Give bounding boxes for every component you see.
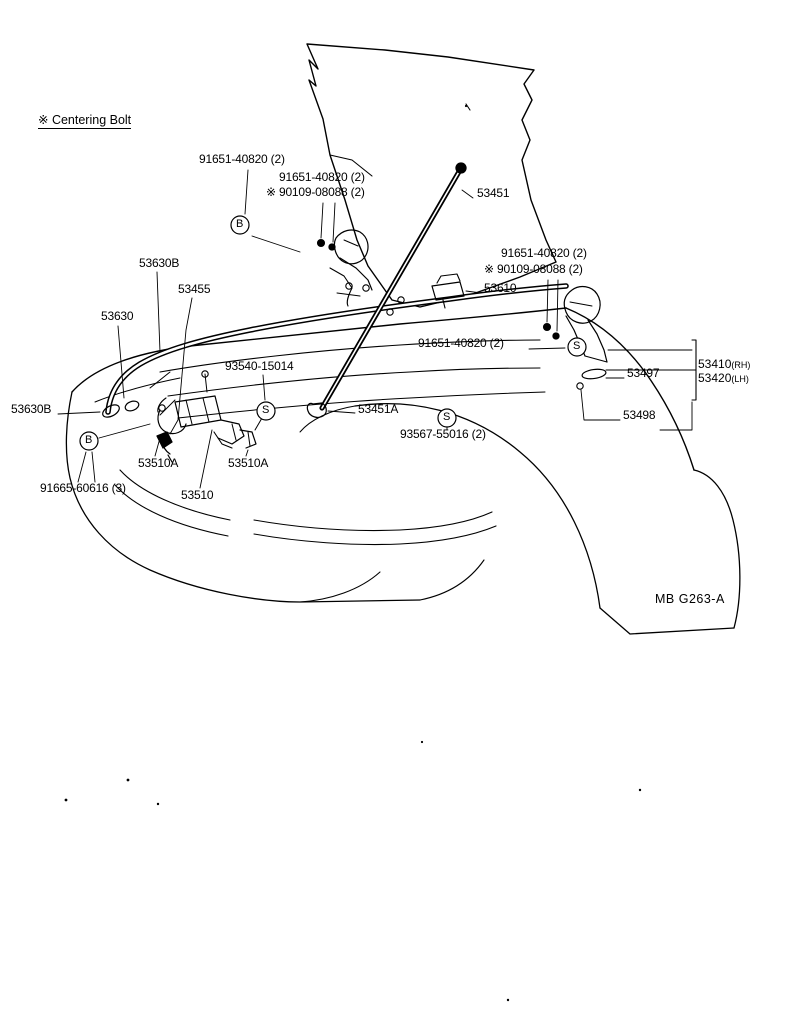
part-label-53510: 53510: [181, 488, 214, 502]
part-label-91651-40820-right: 91651-40820 (2): [501, 246, 587, 260]
part-label-91665-60616: 91665-60616 (3): [40, 481, 126, 495]
part-number-53410: 53410: [698, 357, 732, 371]
part-label-93540-15014: 93540-15014: [225, 359, 294, 373]
part-label-91651-40820-mid: 91651-40820 (2): [418, 336, 504, 350]
part-label-93567-55016: 93567-55016 (2): [400, 427, 486, 441]
part-label-90109-08088-hinge: ※ 90109-08088 (2): [266, 185, 365, 199]
part-label-53497: 53497: [627, 366, 660, 380]
part-label-53455: 53455: [178, 282, 211, 296]
legend-centering-bolt: ※ Centering Bolt: [38, 113, 132, 127]
diagram-sheet-code: MB G263-A: [655, 592, 725, 606]
part-label-53630b-upper: 53630B: [139, 256, 180, 270]
part-label-53420-lh: [698, 371, 749, 386]
part-label-53410-rh: [698, 357, 750, 372]
side-lh: (LH): [731, 374, 749, 384]
ref-circle-s-right: S: [573, 340, 581, 352]
part-label-53451a: 53451A: [358, 402, 399, 416]
part-label-91651-40820-hinge: 91651-40820 (2): [279, 170, 365, 184]
part-label-53610: 53610: [484, 281, 517, 295]
ref-circle-b-upper: B: [236, 218, 244, 230]
part-label-53510a-left: 53510A: [138, 456, 179, 470]
part-number-53420: 53420: [698, 371, 732, 385]
part-label-53451: 53451: [477, 186, 510, 200]
part-label-53510a-right: 53510A: [228, 456, 269, 470]
side-rh: (RH): [731, 360, 751, 370]
part-label-90109-08088-right: ※ 90109-08088 (2): [484, 262, 583, 276]
ref-circle-s-center: S: [443, 411, 451, 423]
ref-circle-s-left: S: [262, 404, 270, 416]
part-label-53630: 53630: [101, 309, 134, 323]
part-label-53498: 53498: [623, 408, 656, 422]
part-label-53630b-lower: 53630B: [11, 402, 52, 416]
ref-circle-b-lower: B: [85, 434, 93, 446]
part-label-91651-40820-left: 91651-40820 (2): [199, 152, 285, 166]
